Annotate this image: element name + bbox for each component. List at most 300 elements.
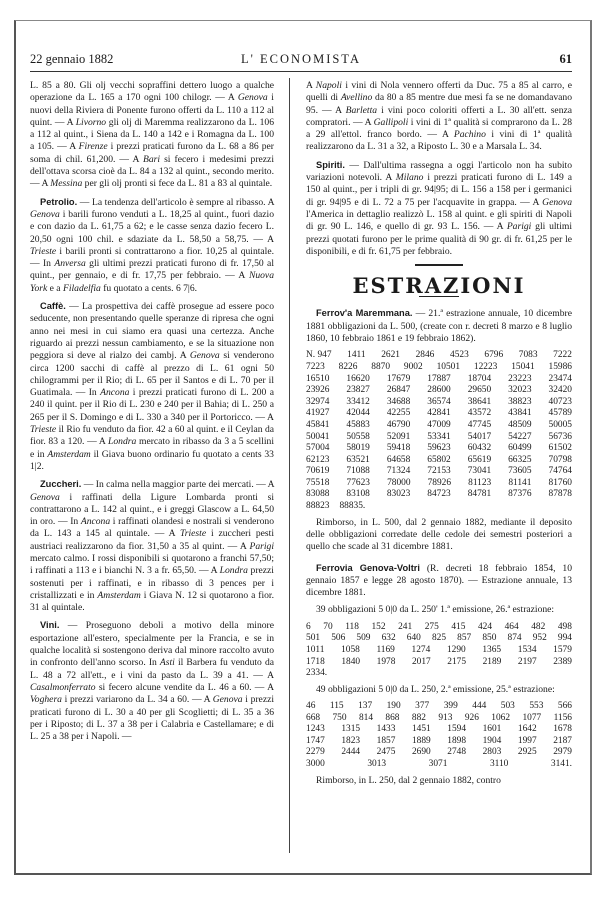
drawn-number: 16510 — [306, 373, 330, 384]
drawn-number: 87376 — [508, 489, 532, 500]
drawn-number: 18704 — [467, 373, 492, 384]
drawn-number: 15041 — [511, 361, 535, 372]
drawn-number: 137 — [358, 701, 373, 711]
drawn-number: N. 947 — [306, 350, 332, 361]
number-row — [306, 736, 572, 748]
text-run: i prezzi praticati furono di L. 30 a 40 per gli Scoglietti; di L. 35 a 36 per i Riposto; di L. 37 a 38 per i Calabria e Castellamare; e di L. 25 a 38 per i Napoli. — — [30, 694, 274, 743]
text-run: (R. decreti 18 febbraio 1854, 10 gennaio 1857 e legge 28 agosto 1870). — Estrazione annuale, 13 dicembre 1881. — [306, 562, 572, 599]
place-name: Parigi — [249, 540, 274, 552]
drawn-number: 81123 — [468, 477, 492, 488]
drawn-number: 2846 — [415, 350, 435, 361]
drawn-number: 868 — [385, 712, 400, 723]
drawn-number: 54017 — [467, 431, 492, 442]
paragraph — [30, 196, 274, 295]
place-name: Genova — [30, 208, 60, 220]
drawn-number: 1365 — [482, 644, 502, 655]
drawn-number: 48509 — [508, 419, 532, 430]
drawn-number: 874 — [507, 633, 522, 644]
drawn-number: 12223 — [473, 361, 498, 372]
drawn-number: 36574 — [427, 396, 451, 407]
drawn-number: 1904 — [482, 735, 502, 746]
drawn-number: 190 — [386, 701, 401, 711]
place-name: Gallipoli — [373, 116, 409, 128]
drawn-number: 640 — [406, 633, 421, 644]
drawn-number: 1978 — [376, 656, 396, 667]
drawn-number: 3000 — [306, 758, 325, 769]
place-name: Genova — [237, 92, 268, 104]
drawn-number: 43572 — [467, 408, 492, 419]
text-run: i vini di Nola vennero offerti da Duc. 75 a 85 al carro, e quelli di — [306, 80, 572, 104]
paragraph-heading: Vini. — [40, 620, 60, 631]
drawn-number: 1274 — [411, 644, 431, 655]
number-row — [306, 633, 572, 645]
maremmana-intro — [306, 307, 572, 345]
drawn-number: 41927 — [306, 408, 330, 419]
drawn-number: 750 — [332, 712, 347, 723]
paragraph-heading: Ferrovia Genova-Voltri — [316, 562, 420, 573]
genova-em2-title: 49 obbligazioni 5 0|0 da L. 250, 2.ª emissione, 25.ª estrazione: — [316, 683, 555, 695]
text-run: prezzi sostenuti per i raffinati, e in ribasso di 3 pences per i cristallizzati e in — [30, 565, 274, 601]
place-name: Voghera — [30, 694, 62, 706]
drawn-number: 2621 — [381, 350, 400, 361]
drawn-number: 26847 — [386, 385, 411, 396]
text-run: da 80 a 85 mentre due mesi fa se ne domandavano 95. — A — [306, 92, 572, 116]
section-title: ESTRAZIONI — [352, 273, 526, 299]
text-run: i vini di 1ª qualità realizzarono da L. 31 a 32, a Riposto L. 30 e a Marsala L. 34. — [306, 129, 572, 153]
genova-em2-numbers — [306, 701, 572, 771]
drawn-number: 33412 — [346, 396, 370, 407]
drawn-number: 1718 — [306, 656, 325, 667]
drawn-number: 9002 — [403, 361, 423, 372]
drawn-number: 2279 — [306, 747, 325, 758]
text-run: mercato calmo. I rossi disponibili si quotarono a franchi 57,50; i raffinati a 113 e i bianchi N. 3 a fr. 65,50. — A — [30, 552, 274, 577]
text-run: si fecero alcune vendite da L. 46 a 60. — A — [95, 681, 274, 693]
text-run: gli ultimi prezzi quotati furono per le prime qualità di 90 gr. di fr. 61,25 per le disponibili, e di fr. 61,75 per febbraio. — [306, 221, 572, 257]
drawn-number: 1058 — [341, 644, 360, 655]
number-row — [306, 657, 572, 669]
drawn-number: 1315 — [341, 724, 361, 735]
drawn-number: 7083 — [518, 350, 538, 361]
drawn-number: 1433 — [376, 724, 396, 735]
drawn-number: 81760 — [548, 477, 572, 488]
drawn-number: 275 — [424, 621, 439, 632]
drawn-number: 2803 — [482, 747, 502, 758]
place-name: Milano — [395, 172, 424, 184]
text-run: i vini di 1ª qualità si comprarono da L. 28 a 29 all'ettol. franco bordo. — A — [306, 116, 572, 141]
place-name: Messina — [50, 178, 83, 190]
place-name: Trieste — [30, 424, 57, 436]
drawn-number: 241 — [398, 621, 413, 632]
drawn-number: 40723 — [548, 396, 572, 407]
drawn-number: 152 — [371, 621, 386, 632]
number-row — [306, 420, 572, 432]
text-run: i prezzi praticati furono di L. 200 a 240 il quint. per il Rio di L. 230 e 240 per il Bahia; di L. 250 a 265 per il S. Domingo e di L. 330 a 340 per il Portoricco. — A — [30, 387, 274, 423]
number-row — [306, 478, 572, 490]
drawn-number: 71088 — [346, 466, 370, 477]
column-divider — [289, 78, 290, 853]
drawn-number: 1898 — [447, 735, 466, 746]
text-run: i vini poco coloriti offerti a L. 30 all'ett. senza compratori. — A — [306, 104, 573, 128]
drawn-number: 3013 — [367, 758, 387, 769]
drawn-number: 2187 — [553, 735, 572, 746]
text-run: si fecero i medesimi prezzi dell'ottava scorsa cioè da L. 84 a 132 al quint., secondo merito. — A — [30, 153, 274, 190]
drawn-number: 50041 — [306, 431, 330, 442]
drawn-number: 70619 — [306, 466, 330, 477]
drawn-number: 45883 — [346, 419, 370, 430]
paragraph — [30, 619, 274, 743]
place-name: Firenze — [78, 141, 108, 153]
drawn-number: 509 — [356, 633, 371, 644]
drawn-number: 88835. — [339, 501, 366, 512]
text-run: gli ultimi prezzi praticati furono di fr. 17,50 al quint., per gennaio, e di fr. 17,75 per febbraio. — A — [30, 258, 274, 282]
place-name: Londra — [108, 436, 137, 448]
number-row — [306, 455, 572, 467]
drawn-number: 464 — [504, 621, 519, 632]
drawn-number: 28600 — [427, 385, 451, 396]
drawn-number: 34688 — [386, 396, 411, 407]
drawn-number: 506 — [331, 633, 346, 644]
drawn-number: 926 — [464, 712, 479, 723]
drawn-number: 84723 — [427, 489, 451, 500]
drawn-number: 57004 — [306, 443, 330, 454]
drawn-number: 17887 — [427, 373, 451, 384]
drawn-number: 43841 — [508, 408, 532, 419]
drawn-number: 377 — [415, 701, 430, 711]
number-row — [306, 408, 572, 420]
text-run: per gli olj pronti si fece da L. 81 a 83 al quintale. — [82, 178, 273, 190]
drawn-number: 83088 — [306, 489, 330, 500]
text-run: i barili pronti si contrattarono a fior. 10,25 al quintale. — In — [30, 245, 274, 270]
drawn-number: 814 — [358, 712, 373, 723]
text-run: — La tendenza dell'articolo è sempre al ribasso. A — [77, 196, 274, 208]
drawn-number: 2189 — [482, 656, 502, 667]
page-number: 61 — [559, 52, 572, 66]
drawn-number: 6 — [306, 621, 311, 632]
drawn-number: 75518 — [306, 477, 330, 488]
text-run: L. 85 a 80. Gli olj vecchi sopraffini dettero luogo a qualche operazione da L. 165 a 170 ogni 100 chilogr. — A — [30, 80, 274, 104]
drawn-number: 42044 — [346, 408, 370, 419]
drawn-number: 58019 — [346, 443, 370, 454]
drawn-number: 1169 — [376, 644, 395, 655]
drawn-number: 32974 — [306, 396, 330, 407]
place-name: Casalmonferrato — [30, 681, 96, 693]
drawn-number: 53341 — [427, 431, 451, 442]
paragraph — [30, 300, 274, 473]
drawn-number: 73605 — [508, 466, 532, 477]
drawn-number: 1156 — [553, 712, 572, 723]
place-name: Trieste — [30, 245, 57, 257]
place-name: Avellino — [340, 92, 373, 104]
drawn-number: 50558 — [346, 431, 370, 442]
right-column — [306, 80, 572, 792]
text-run: — Dall'ultima rassegna a oggi l'articolo non ha subito variazioni notevoli. A — [306, 159, 572, 184]
drawn-number: 1857 — [376, 735, 396, 746]
drawn-number: 78000 — [387, 477, 411, 488]
text-run: i prezzi praticati furono da L. 68 a 86 per soma di chil. 61,200. — A — [30, 141, 274, 165]
drawn-number: 17679 — [386, 373, 411, 384]
place-name: Genova — [189, 350, 220, 362]
drawn-number: 553 — [529, 701, 544, 711]
paragraph — [306, 80, 572, 154]
text-run: — In calma nella maggior parte dei mercati. — A — [81, 479, 274, 491]
place-name: Genova — [212, 694, 243, 706]
number-row — [306, 489, 572, 501]
drawn-number: 32023 — [508, 385, 532, 396]
genova-rimborso: Rimborso, in L. 250, dal 2 gennaio 1882, contro — [316, 774, 501, 786]
drawn-number: 2444 — [341, 747, 361, 758]
genova-em1-numbers — [306, 622, 572, 680]
number-row — [306, 713, 572, 725]
text-run: si venderono circa 1200 sacchi di caffè al prezzo di L. 61 ogni 50 chilogrammi per il Rio; di L. 65 per il Santos e di L. 70 per il Guatimala. — In — [30, 350, 274, 399]
paragraph-heading: Petrolio. — [40, 196, 78, 207]
drawn-number: 2475 — [376, 747, 396, 758]
drawn-number: 73041 — [467, 466, 492, 477]
number-row — [306, 747, 572, 759]
drawn-number: 1642 — [517, 724, 537, 735]
maremmana-numbers — [306, 350, 572, 512]
number-row — [306, 501, 572, 513]
drawn-number: 7222 — [553, 350, 572, 361]
drawn-number: 825 — [431, 633, 446, 644]
drawn-number: 8870 — [371, 361, 391, 372]
drawn-number: 23223 — [508, 373, 532, 384]
text-run: i raffinati olandesi e nostrali si venderono da L. 143 a 145 al quintale. — A — [30, 516, 274, 540]
drawn-number: 1594 — [447, 724, 466, 735]
text-run: i nuovi della Riviera di Ponente furono offerti da L. 110 a 112 al quint. — A — [30, 92, 274, 128]
drawn-number: 1077 — [522, 712, 542, 723]
drawn-number: 66325 — [508, 454, 532, 465]
text-run: mercato in ribasso da 3 a 5 scellini e in — [30, 436, 275, 460]
text-run: — 21.ª estrazione annuale, 10 dicembre 1881 obbligazioni da L. 500, (create con r. decreti 8 marzo e 8 luglio 1860, 10 febbraio 1861 e 19 febbraio 1862). — [306, 308, 572, 345]
place-name: Livorno — [75, 116, 107, 128]
drawn-number: 399 — [443, 701, 458, 711]
drawn-number: 10501 — [436, 361, 460, 372]
text-run: i raffinati della Ligure Lombarda pronti si contrattarono a L. 142 al quint., e i greggi Glascow a L. 64,50 in oro. — In — [30, 491, 274, 528]
drawn-number: 60432 — [467, 443, 492, 454]
drawn-number: 503 — [500, 701, 515, 711]
drawn-number: 2690 — [411, 747, 431, 758]
text-run: gli olj di Maremma realizzarono da L. 106 a 112 al quint., i Siena da L. 140 a 142 e i Romagna da L. 100 a 105. — A — [30, 116, 274, 153]
drawn-number: 482 — [531, 621, 546, 632]
drawn-number: 78926 — [427, 477, 452, 488]
text-run: i prezzi praticati furono di L. 149 a 150 al quint., per i tripli di gr. 94|95; di L. 156 a 158 per i germanici di gr. 94|95 e di L. 72 a 75 per l'acquavite in grappa. — A — [306, 172, 572, 208]
drawn-number: 1579 — [553, 644, 572, 655]
place-name: Asti — [159, 657, 175, 669]
drawn-number: 84781 — [467, 489, 492, 500]
drawn-number: 1011 — [306, 644, 325, 655]
number-row — [306, 350, 572, 362]
number-row — [306, 668, 572, 680]
paragraph — [30, 478, 274, 614]
drawn-number: 2197 — [517, 656, 537, 667]
drawn-number: 1290 — [446, 644, 466, 655]
right-top-paragraphs — [306, 80, 572, 258]
drawn-number: 42841 — [427, 408, 451, 419]
drawn-number: 65619 — [467, 454, 492, 465]
drawn-number: 1747 — [306, 735, 325, 746]
place-name: Parigi — [506, 221, 532, 233]
text-run: — Proseguono deboli a motivo della minore esportazione all'estero, specialmente per la Francia, e se in qualche località si sostengono deriva dal minore raccolto avuto in confronto dell'anno scorso. In — [30, 620, 274, 669]
place-name: Nuova York — [30, 270, 274, 294]
drawn-number: 913 — [438, 712, 453, 723]
drawn-number: 2748 — [447, 747, 466, 758]
drawn-number: 952 — [532, 633, 547, 644]
left-column — [30, 80, 274, 748]
drawn-number: 882 — [411, 712, 426, 723]
drawn-number: 65802 — [427, 454, 451, 465]
drawn-number: 88823 — [306, 501, 330, 512]
issue-date: 22 gennaio 1882 — [30, 52, 114, 66]
drawn-number: 54227 — [508, 431, 532, 442]
text-run: A — [306, 80, 316, 91]
text-run: i Giava N. 12 si quotarono a fior. 31 al quintale. — [30, 589, 274, 614]
number-row — [306, 466, 572, 478]
paragraph-heading: Zuccheri. — [40, 479, 82, 490]
paragraph — [306, 159, 572, 258]
drawn-number: 2017 — [411, 656, 431, 667]
place-name: Filadelfia — [62, 282, 101, 294]
number-row — [306, 724, 572, 736]
genova-em1-title: 39 obbligazioni 5 0|0 da L. 250' 1.ª emissione, 26.ª estrazione: — [316, 604, 555, 616]
drawn-number: 2979 — [553, 747, 572, 758]
drawn-number: 45841 — [306, 419, 330, 430]
place-name: Ancona — [80, 516, 111, 528]
drawn-number: 87878 — [548, 489, 572, 500]
drawn-number: 77623 — [346, 477, 370, 488]
drawn-number: 59418 — [386, 443, 411, 454]
number-row — [306, 443, 572, 455]
drawn-number: 15986 — [548, 361, 572, 372]
number-row — [306, 362, 572, 374]
drawn-number: 2925 — [517, 747, 537, 758]
place-name: Barletta — [345, 104, 378, 116]
drawn-number: 857 — [457, 633, 472, 644]
text-run: il Barbera fu venduto da L. 48 a 72 all'ett., e i vini da pasto da L. 39 a 41. — A — [30, 657, 274, 681]
drawn-number: 72153 — [427, 466, 451, 477]
text-run: e a — [47, 282, 63, 294]
drawn-number: 2175 — [447, 656, 466, 667]
drawn-number: 3141. — [550, 758, 572, 769]
drawn-number: 2334. — [306, 668, 328, 679]
drawn-number: 71324 — [386, 466, 411, 477]
drawn-number: 1243 — [306, 724, 325, 735]
drawn-number: 60499 — [508, 443, 532, 454]
place-name: Pachino — [453, 129, 486, 141]
genova-intro — [306, 562, 572, 600]
drawn-number: 83108 — [346, 489, 370, 500]
drawn-number: 32420 — [548, 385, 572, 396]
drawn-number: 1840 — [341, 656, 361, 667]
drawn-number: 668 — [306, 712, 321, 723]
drawn-number: 501 — [306, 633, 321, 644]
drawn-number: 1451 — [411, 724, 431, 735]
drawn-number: 64658 — [386, 454, 411, 465]
maremmana-rimborso: Rimborso, in L. 500, dal 2 gennaio 1882, mediante il deposito delle obbligazioni corredate delle cedole dei semestri posteriori a quello che scade al 31 dicembre 1881. — [306, 516, 572, 553]
drawn-number: 1534 — [517, 644, 537, 655]
place-name: Anversa — [54, 258, 86, 270]
drawn-number: 52091 — [386, 431, 411, 442]
paragraph-heading: Caffè. — [40, 301, 66, 312]
paragraph-heading: Spiriti. — [316, 159, 345, 170]
drawn-number: 1997 — [517, 735, 537, 746]
drawn-number: 46790 — [386, 419, 411, 430]
drawn-number: 81141 — [508, 477, 532, 488]
text-run: fu quotato a cents. 6 7|6. — [100, 282, 198, 294]
drawn-number: 70798 — [548, 454, 572, 465]
place-name: Londra — [219, 565, 248, 577]
drawn-number: 444 — [472, 701, 487, 711]
text-run: i barili furono venduti a L. 18,25 al quint., fuori dazio e con dazio da L. 61,75 a 62; e le casse senza dazio fecero L. 20,50 ogni 100 chil. e sdaziate da L. 58,50 a 58,75. — A — [30, 208, 274, 245]
drawn-number: 6796 — [484, 350, 504, 361]
journal-title: L' ECONOMISTA — [241, 52, 361, 66]
number-row — [306, 701, 572, 713]
drawn-number: 632 — [381, 633, 396, 644]
place-name: Amsterdam — [97, 589, 141, 601]
drawn-number: 994 — [557, 633, 572, 644]
drawn-number: 23474 — [548, 373, 572, 384]
drawn-number: 1062 — [491, 712, 511, 723]
running-header — [30, 52, 572, 70]
drawn-number: 50005 — [548, 419, 572, 430]
drawn-number: 3110 — [489, 758, 509, 769]
drawn-number: 47745 — [467, 419, 492, 430]
drawn-number: 115 — [329, 701, 344, 711]
drawn-number: 42255 — [386, 408, 411, 419]
number-row — [306, 432, 572, 444]
drawn-number: 23827 — [346, 385, 370, 396]
number-row — [306, 374, 572, 386]
drawn-number: 2389 — [553, 656, 572, 667]
drawn-number: 45789 — [548, 408, 572, 419]
place-name: Bari — [142, 153, 161, 165]
drawn-number: 498 — [557, 621, 572, 632]
drawn-number: 3071 — [428, 758, 448, 769]
number-row — [306, 759, 572, 771]
drawn-number: 61502 — [548, 443, 572, 454]
drawn-number: 38641 — [467, 396, 492, 407]
drawn-number: 47009 — [427, 419, 451, 430]
drawn-number: 1823 — [341, 735, 361, 746]
drawn-number: 850 — [482, 633, 497, 644]
drawn-number: 7223 — [306, 361, 325, 372]
place-name: Napoli — [315, 80, 342, 91]
drawn-number: 74764 — [548, 466, 572, 477]
drawn-number: 29650 — [467, 385, 492, 396]
drawn-number: 424 — [477, 621, 493, 632]
drawn-number: 59623 — [427, 443, 451, 454]
drawn-number: 8226 — [338, 361, 358, 372]
drawn-number: 1601 — [482, 724, 502, 735]
drawn-number: 118 — [345, 621, 359, 632]
paragraph — [30, 80, 274, 191]
paragraph-heading: Ferrov'a Maremmana. — [316, 308, 413, 319]
number-row — [306, 645, 572, 657]
drawn-number: 1678 — [553, 724, 572, 735]
header-rule — [30, 71, 572, 72]
place-name: Ancona — [100, 387, 130, 399]
text-run: i zuccheri pesti austriaci realizzarono da fior. 31,50 a 35 al quint. — A — [30, 528, 274, 552]
drawn-number: 415 — [451, 621, 466, 632]
number-row — [306, 622, 572, 634]
place-name: Trieste — [179, 528, 207, 540]
text-run: il Giava buono ordinario fu quotato a cents 33 1|2. — [30, 448, 274, 472]
place-name: Genova — [542, 196, 572, 208]
drawn-number: 566 — [557, 701, 572, 711]
drawn-number: 16620 — [346, 373, 370, 384]
place-name: Genova — [30, 491, 60, 503]
number-row — [306, 397, 572, 409]
drawn-number: 1411 — [347, 350, 366, 361]
